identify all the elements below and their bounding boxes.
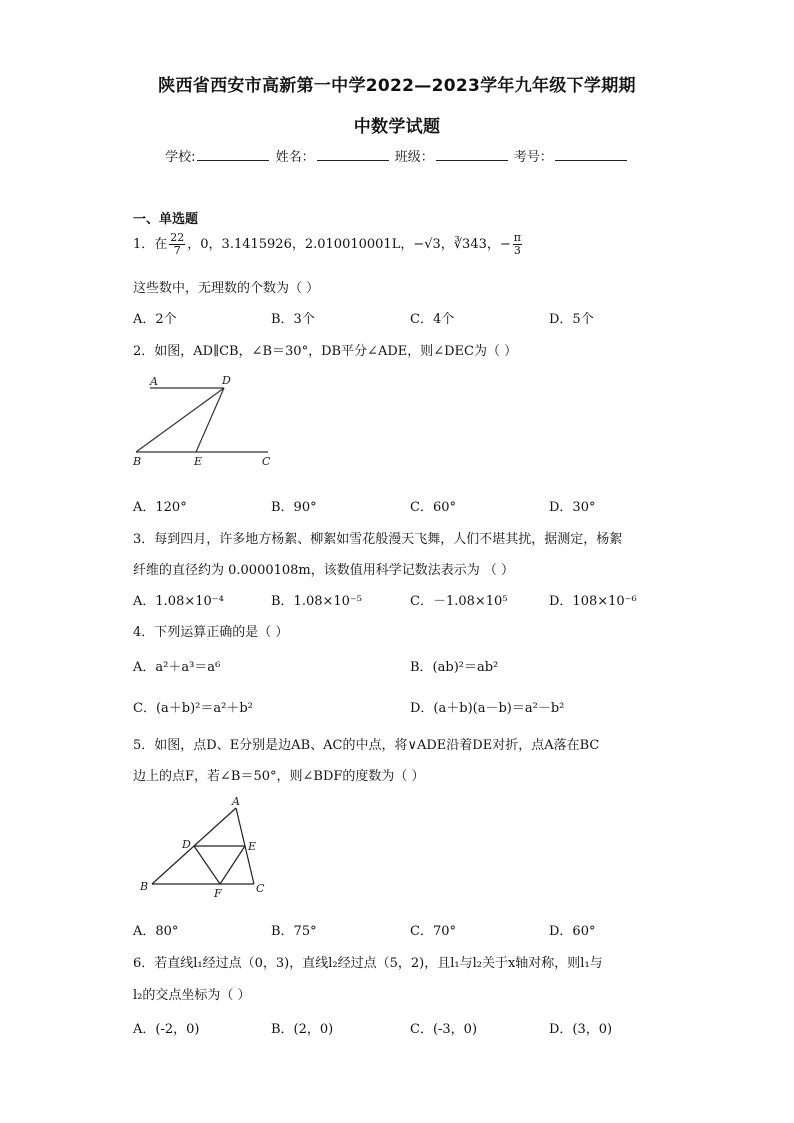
q2-figure	[128, 372, 278, 472]
q2-stem: 2．如图，AD∥CB，∠B＝30°，DB平分∠ADE，则∠DEC为（ ）	[133, 344, 518, 359]
class-blank	[436, 148, 508, 161]
q3-option-c[interactable]: C．－1.08×10⁵	[410, 594, 508, 609]
q2-label-e: E	[194, 455, 203, 468]
q2-line-db	[136, 388, 224, 452]
q2-option-a[interactable]: A．120°	[133, 500, 187, 515]
q6-option-d[interactable]: D．(3，0)	[549, 1022, 613, 1037]
q5-segment-df	[194, 846, 220, 884]
q1-frac-num: 22	[170, 231, 185, 244]
q5-label-b: B	[140, 880, 149, 893]
q1-option-d[interactable]: D．5个	[549, 312, 594, 327]
q1-fraction	[169, 232, 185, 257]
q5-stem-line2: 边上的点F，若∠B＝50°，则∠BDF的度数为（ ）	[133, 769, 425, 784]
q1-option-c[interactable]: C．4个	[410, 312, 455, 327]
q5-segment-ef	[220, 846, 245, 884]
section-heading: 一、单选题	[133, 212, 199, 227]
q2-option-b[interactable]: B．90°	[271, 500, 317, 515]
q5-figure	[134, 796, 274, 904]
q4-stem: 4．下列运算正确的是（ ）	[133, 625, 289, 640]
school-blank	[197, 148, 269, 161]
q3-option-d[interactable]: D．108×10⁻⁶	[549, 594, 637, 609]
q4-option-a[interactable]: A．a²＋a³＝a⁶	[133, 660, 221, 675]
q2-label-d: D	[222, 374, 231, 387]
q1-stem	[133, 232, 524, 257]
q1-pi-num: π	[513, 231, 521, 244]
q5-option-d[interactable]: D．60°	[549, 924, 596, 939]
q2-label-c: C	[262, 455, 271, 468]
q6-stem-line2: l₂的交点坐标为（ ）	[133, 988, 251, 1003]
q1-option-a[interactable]: A．2个	[133, 312, 177, 327]
q4-option-b[interactable]: B．(ab)²＝ab²	[410, 660, 499, 675]
q2-label-a: A	[150, 375, 158, 388]
q3-option-a[interactable]: A．1.08×10⁻⁴	[133, 594, 224, 609]
q5-option-a[interactable]: A．80°	[133, 924, 179, 939]
q5-option-c[interactable]: C．70°	[410, 924, 456, 939]
q5-option-b[interactable]: B．75°	[271, 924, 317, 939]
name-blank	[317, 148, 389, 161]
q5-label-e: E	[248, 840, 257, 853]
exam-title-line2: 中数学试题	[353, 117, 441, 137]
q3-stem-line1: 3．每到四月，许多地方杨絮、柳絮如雪花般漫天飞舞，人们不堪其扰，据测定，杨絮	[133, 532, 623, 547]
class-label: 班级：	[394, 150, 434, 165]
exam-title-line1: 陕西省西安市高新第一中学2022—2023学年九年级下学期期	[158, 76, 636, 96]
q1-stem-prefix: 1．在	[133, 237, 168, 252]
exam-no-label: 考号：	[513, 150, 553, 165]
q1-pi-den: 3	[513, 244, 521, 257]
exam-no-blank	[555, 148, 627, 161]
school-label: 学校:	[165, 150, 196, 165]
q2-option-d[interactable]: D．30°	[549, 500, 596, 515]
q6-option-b[interactable]: B．(2，0)	[271, 1022, 334, 1037]
q1-option-b[interactable]: B．3个	[271, 312, 315, 327]
q5-label-f: F	[214, 887, 222, 900]
q6-option-a[interactable]: A．(-2，0)	[133, 1022, 200, 1037]
q2-option-c[interactable]: C．60°	[410, 500, 456, 515]
student-info-row	[0, 146, 794, 165]
q4-option-c[interactable]: C．(a＋b)²＝a²＋b²	[133, 701, 253, 716]
q3-stem-line2: 纤维的直径约为 0.0000108m，该数值用科学记数法表示为 （ ）	[133, 563, 515, 578]
name-label: 姓名：	[275, 150, 315, 165]
q1-stem-line2: 这些数中，无理数的个数为（ ）	[133, 281, 320, 296]
q6-stem-line1: 6．若直线l₁经过点（0，3)，直线l₂经过点（5，2)，且l₁与l₂关于x轴对称，则l₁与	[133, 956, 603, 971]
q1-numbers: ，0，3.1415926，2.010010001L，−√3，∛343，−	[187, 237, 511, 252]
q5-stem-line1: 5．如图，点D、E分别是边AB、AC的中点，将∨ADE沿着DE对折，点A落在BC	[133, 738, 600, 753]
q5-label-a: A	[232, 796, 240, 808]
q2-label-b: B	[133, 455, 142, 468]
q6-option-c[interactable]: C．(-3，0)	[410, 1022, 478, 1037]
q5-label-c: C	[256, 882, 265, 895]
q1-pi-fraction	[513, 232, 522, 257]
q1-frac-den: 7	[173, 244, 181, 257]
q5-label-d: D	[182, 838, 191, 851]
q4-option-d[interactable]: D．(a＋b)(a－b)＝a²－b²	[410, 701, 565, 716]
q3-option-b[interactable]: B．1.08×10⁻⁵	[271, 594, 363, 609]
